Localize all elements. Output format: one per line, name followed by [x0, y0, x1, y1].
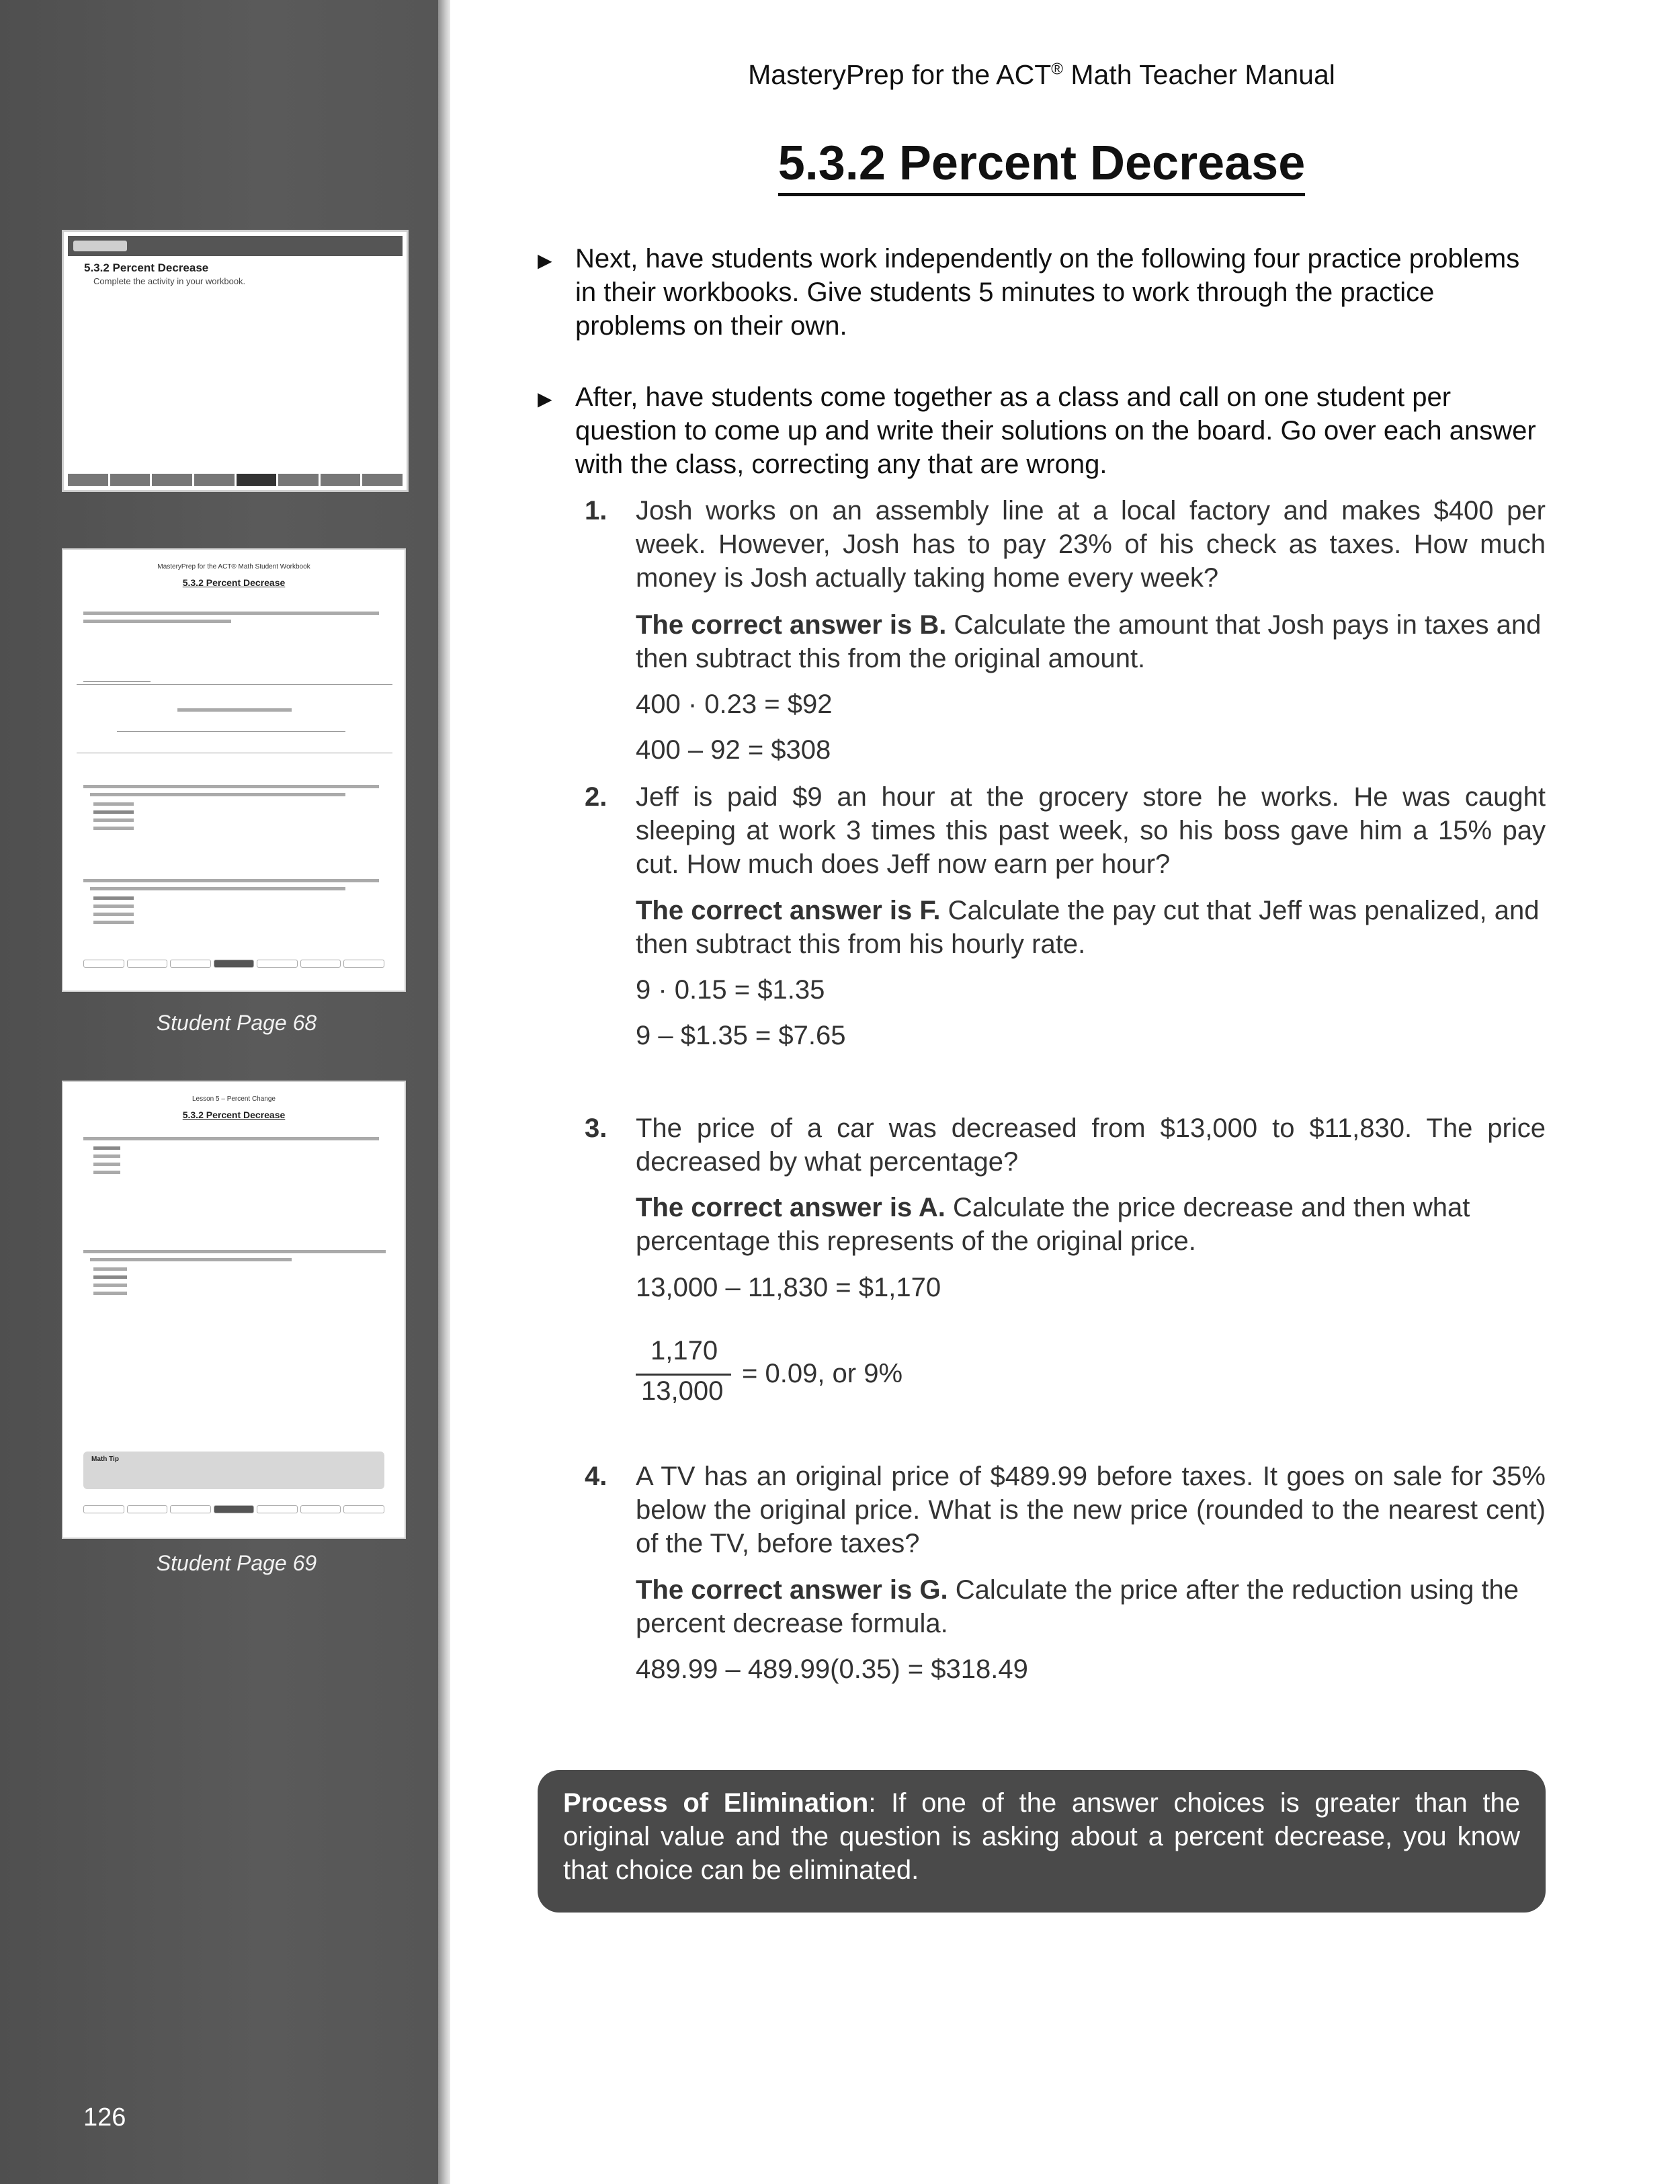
tip-box — [538, 1770, 1546, 1913]
answer-label: The correct answer is A. — [636, 1193, 946, 1222]
instruction-bullet — [538, 380, 1546, 481]
instruction-bullet — [538, 242, 1546, 343]
registered-mark: ® — [1051, 60, 1063, 79]
header-text: MasteryPrep for the ACT — [748, 59, 1052, 90]
fraction-result: = 0.09, or 9% — [742, 1359, 903, 1388]
tip-label: Process of Elimination — [563, 1788, 869, 1818]
student-page-69-thumbnail — [62, 1081, 406, 1539]
answer-explanation — [636, 1573, 1546, 1640]
page-number: 126 — [83, 2103, 126, 2132]
thumb-header: MasteryPrep for the ACT® Math Student Workbook — [157, 563, 310, 571]
tip-text: : If one of the answer choices is greater than the original value and the question is asking about a percent decrease, you know that choice can be eliminated. — [563, 1788, 1520, 1885]
calculation: 400 – 92 = $308 — [636, 735, 831, 765]
bullet-text: After, have students come together as a class and call on one student per question to come up and write their solutions on the board. Go over each answer with the class, correcting any that are wrong. — [575, 382, 1536, 479]
answer-explanation — [636, 1191, 1546, 1258]
calculation: 13,000 – 11,830 = $1,170 — [636, 1273, 941, 1302]
thumb-header: Lesson 5 – Percent Change — [192, 1095, 276, 1103]
question-3 — [585, 1111, 1546, 1179]
question-text: Josh works on an assembly line at a local factory and makes $400 per week. However, Josh has to pay 23% of his check as taxes. How much money is Josh actually taking home every week? — [636, 496, 1546, 593]
answer-explanation — [636, 894, 1546, 961]
triangle-bullet-icon: ▶ — [538, 388, 552, 409]
question-text: Jeff is paid $9 an hour at the grocery store he works. He was caught sleeping at work 3 times this past week, so his boss gave him a 15% pay cut. How much does Jeff now earn per hour? — [636, 782, 1546, 879]
thumb-nav — [83, 960, 384, 968]
fraction-bar — [636, 1374, 731, 1376]
answer-text: Calculate the price decrease and then what percentage this represents of the original price. — [636, 1193, 1470, 1256]
calculation: 489.99 – 489.99(0.35) = $318.49 — [636, 1654, 1028, 1684]
thumb-title: 5.3.2 Percent Decrease — [182, 577, 286, 588]
student-page-69-caption: Student Page 69 — [156, 1551, 317, 1575]
question-2 — [585, 780, 1546, 881]
thumb-math-tip — [83, 1452, 384, 1489]
title-wrap — [450, 136, 1633, 196]
answer-text: Calculate the pay cut that Jeff was penalized, and then subtract this from his hourly rate. — [636, 896, 1540, 959]
page-title: 5.3.2 Percent Decrease — [778, 136, 1306, 196]
question-4 — [585, 1460, 1546, 1560]
logo-icon — [73, 241, 127, 251]
triangle-bullet-icon: ▶ — [538, 250, 552, 271]
answer-explanation — [636, 608, 1546, 675]
student-page-68-caption: Student Page 68 — [156, 1011, 317, 1035]
answer-label: The correct answer is B. — [636, 610, 947, 640]
fraction-denominator: 13,000 — [641, 1376, 724, 1406]
slide-title: 5.3.2 Percent Decrease — [84, 261, 209, 274]
calculation: 9 – $1.35 = $7.65 — [636, 1021, 846, 1050]
calculation: 9 · 0.15 = $1.35 — [636, 975, 825, 1005]
header-text-suffix: Math Teacher Manual — [1062, 59, 1335, 90]
answer-text: Calculate the price after the reduction using the percent decrease formula. — [636, 1575, 1519, 1638]
running-header — [450, 59, 1633, 91]
fraction-numerator: 1,170 — [650, 1336, 718, 1366]
bullet-text: Next, have students work independently on the following four practice problems in their workbooks. Give students 5 minutes to work through the practice problems on their own. — [575, 244, 1520, 341]
calculation: 400 · 0.23 = $92 — [636, 689, 833, 719]
slide-subtitle: Complete the activity in your workbook. — [93, 276, 246, 286]
question-number: 2. — [585, 782, 607, 812]
answer-label: The correct answer is G. — [636, 1575, 948, 1605]
question-text: The price of a car was decreased from $13,000 to $11,830. The price decreased by what percentage? — [636, 1114, 1546, 1177]
slide-thumbnail — [62, 230, 409, 492]
answer-text: Calculate the amount that Josh pays in taxes and then subtract this from the original amount. — [636, 610, 1542, 673]
answer-label: The correct answer is F. — [636, 896, 941, 925]
question-1 — [585, 494, 1546, 595]
question-text: A TV has an original price of $489.99 before taxes. It goes on sale for 35% below the original price. What is the new price (rounded to the nearest cent) of the TV, before taxes? — [636, 1462, 1546, 1558]
question-number: 4. — [585, 1462, 607, 1491]
thumb-title: 5.3.2 Percent Decrease — [182, 1109, 286, 1120]
slide-header-bar — [68, 236, 403, 256]
sidebar-edge — [438, 0, 450, 2184]
question-number: 3. — [585, 1114, 607, 1143]
student-page-68-thumbnail — [62, 548, 406, 992]
slide-nav — [68, 474, 403, 486]
thumb-nav — [83, 1505, 384, 1513]
thumb-tip-label: Math Tip — [91, 1456, 119, 1463]
question-number: 1. — [585, 496, 607, 526]
